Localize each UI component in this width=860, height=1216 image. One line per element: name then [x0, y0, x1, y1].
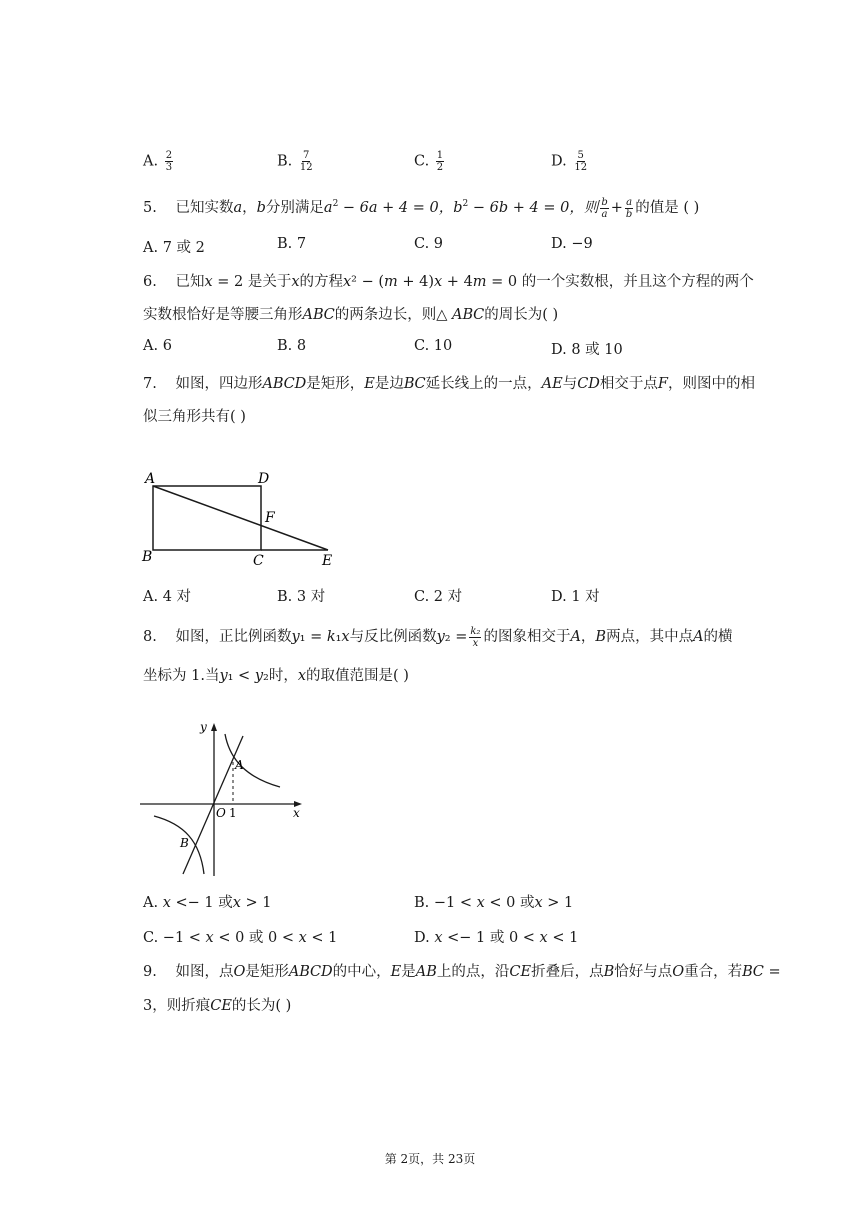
- q8-option-a: A. 𝑥 <− 1 或𝑥 > 1: [143, 895, 272, 911]
- label-f: F: [265, 510, 275, 526]
- q5-option-a: A. 7 或 2: [143, 240, 205, 256]
- q9-line2: 3，则折痕𝐶𝐸的长为( ): [143, 998, 292, 1014]
- q4-option-d: D. $\frac{5}{12}$: [551, 150, 588, 173]
- segment-ae: [153, 486, 328, 550]
- q7-option-a: A. 4 对: [143, 589, 192, 605]
- label-e: E: [322, 553, 333, 569]
- q8-line1: 8. 如图，正比例函数𝑦₁ = 𝑘₁𝑥与反比例函数𝑦₂ = $\frac{\text{k₂}}{x}$ 的图象相交于𝐴，𝐵两点，其中点𝐴的横: [143, 625, 733, 649]
- hyperbola-branch-q3: [154, 816, 204, 874]
- q5-option-d: D. −9: [551, 236, 593, 252]
- q6-line2: 实数根恰好是等腰三角形𝐴𝐵𝐶的两条边长，则△ 𝐴𝐵𝐶的周长为( ): [143, 307, 559, 323]
- q7-option-b: B. 3 对: [277, 589, 326, 605]
- q7-line2: 似三角形共有( ): [143, 409, 246, 425]
- q8-line2: 坐标为 1.当𝑦₁ < 𝑦₂时，𝑥的取值范围是( ): [143, 668, 409, 684]
- q5-number: 5.: [143, 200, 157, 216]
- hyperbola-branch-q1: [225, 734, 280, 787]
- y-axis-arrow: [211, 723, 217, 731]
- q7-line1: 7. 如图，四边形𝐴𝐵𝐶𝐷是矩形，𝐸是边𝐵𝐶延长线上的一点，𝐴𝐸与𝐶𝐷相交于点𝐹，则图中的相: [143, 376, 755, 392]
- q9-number: 9.: [143, 964, 157, 980]
- q4-option-a: A. $\frac{2}{3}$: [143, 150, 173, 173]
- q5-option-c: C. 9: [414, 236, 444, 252]
- q7-option-d: D. 1 对: [551, 589, 600, 605]
- q8-option-b: B. −1 < 𝑥 < 0 或𝑥 > 1: [414, 895, 574, 911]
- q8-number: 8.: [143, 629, 157, 645]
- q6-option-c: C. 10: [414, 338, 453, 354]
- q6-option-d: D. 8 或 10: [551, 342, 623, 358]
- label-c: C: [253, 553, 264, 569]
- q5-stem: 5. 已知实数a，b分别满足$a^2 - 6a + 4 = 0$，$b^2 - 6b + 4 = 0$，则 $\frac{b}{a}$ + $\frac{a}{b}$ 的值是 ( ): [143, 196, 700, 220]
- q8-option-d: D. 𝑥 <− 1 或 0 < 𝑥 < 1: [414, 930, 579, 946]
- q7-number: 7.: [143, 376, 157, 392]
- page-footer: 第 2页，共 23页: [384, 1152, 476, 1166]
- label-d: D: [258, 471, 270, 487]
- label-b: B: [180, 836, 189, 850]
- label-x: x: [293, 806, 300, 820]
- q6-option-b: B. 8: [277, 338, 307, 354]
- label-b: B: [142, 549, 153, 565]
- q9-line1: 9. 如图，点𝑂是矩形𝐴𝐵𝐶𝐷的中心，𝐸是𝐴𝐵上的点，沿𝐶𝐸折叠后，点𝐵恰好与点𝑂重合，若𝐵𝐶 =: [143, 964, 781, 980]
- q4-option-c: C. $\frac{1}{2}$: [414, 150, 444, 173]
- q7-figure: [135, 465, 350, 575]
- q6-line1: 6. 已知𝑥 = 2 是关于𝑥的方程𝑥² − (𝑚 + 4)𝑥 + 4𝑚 = 0 的一个实数根，并且这个方程的两个: [143, 274, 754, 290]
- label-a: A: [145, 471, 156, 487]
- rectangle-abcd: [153, 486, 261, 550]
- label-y: y: [200, 720, 207, 734]
- q6-number: 6.: [143, 274, 157, 290]
- label-one: 1: [229, 806, 237, 820]
- q7-option-c: C. 2 对: [414, 589, 463, 605]
- q8-option-c: C. −1 < 𝑥 < 0 或 0 < 𝑥 < 1: [143, 930, 338, 946]
- q8-figure: [138, 716, 308, 881]
- q4-option-b: B. $\frac{7}{12}$: [277, 150, 313, 173]
- q5-option-b: B. 7: [277, 236, 307, 252]
- q6-option-a: A. 6: [143, 338, 172, 354]
- label-o: O: [216, 806, 226, 820]
- label-a: A: [235, 758, 244, 772]
